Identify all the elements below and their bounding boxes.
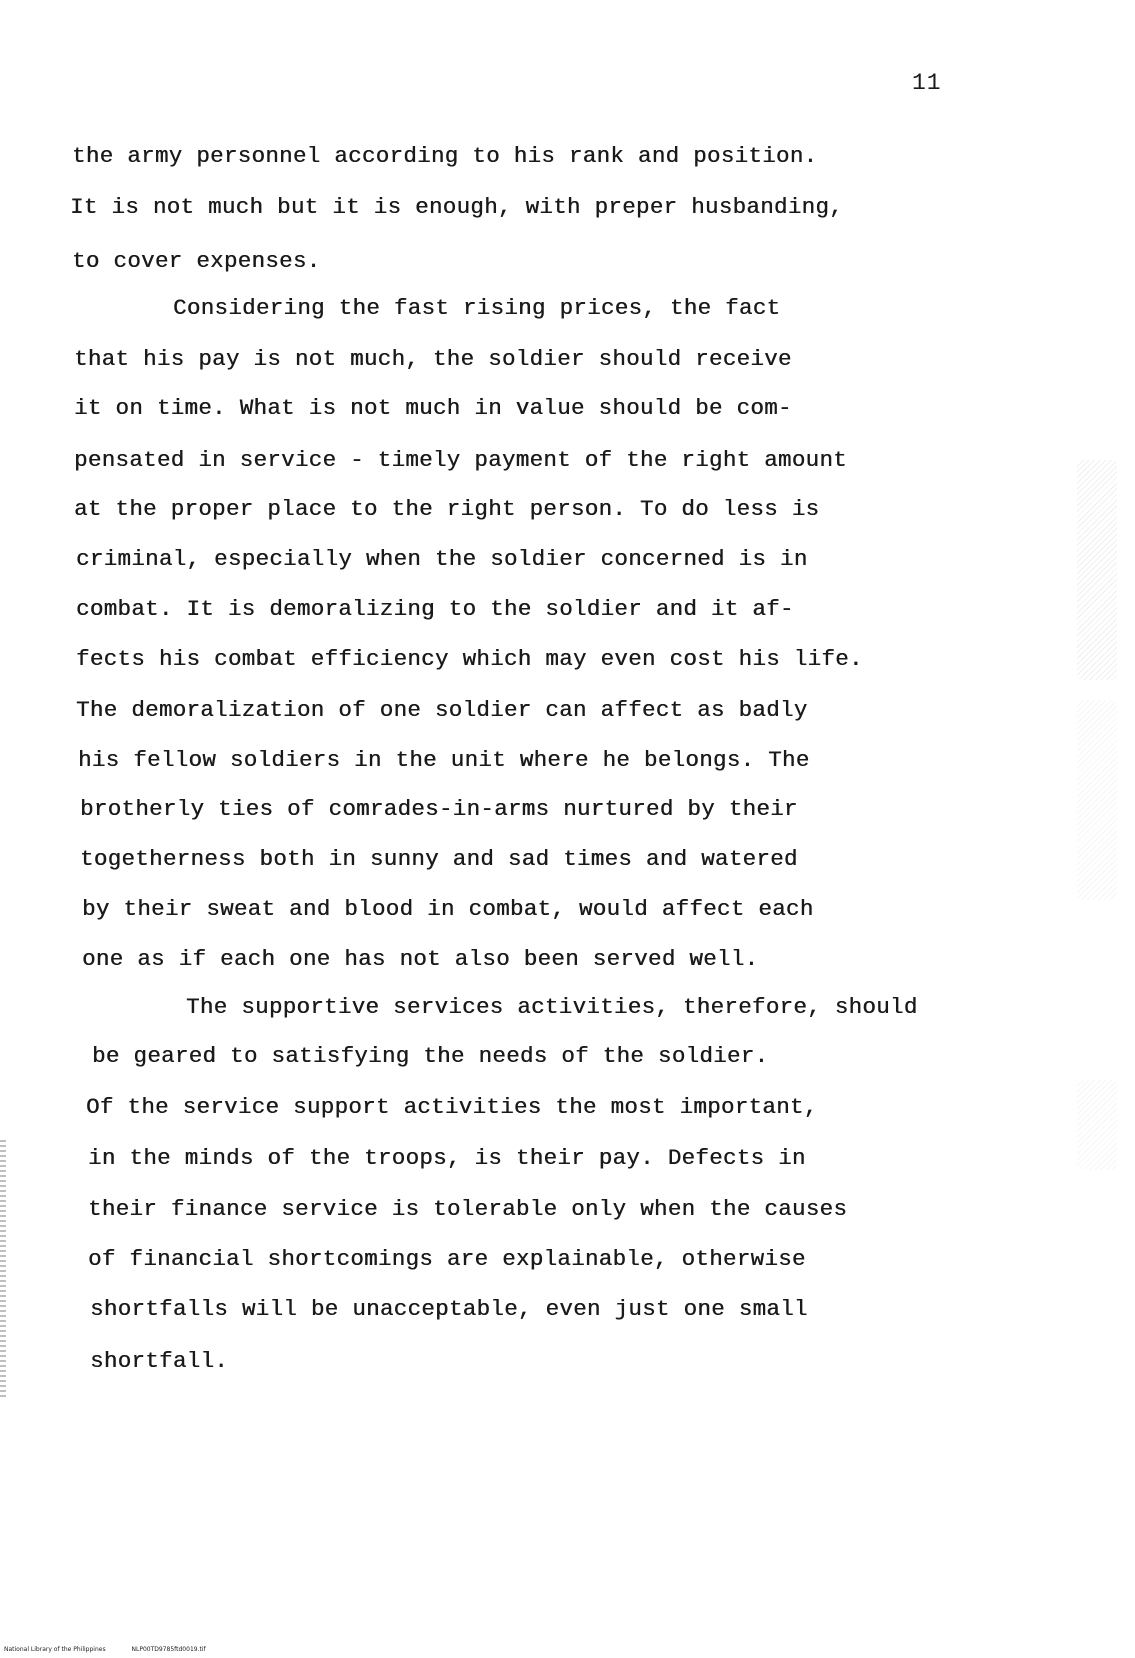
text-line: shortfalls will be unacceptable, even just one small: [90, 1296, 808, 1322]
text-line: his fellow soldiers in the unit where he belongs. The: [78, 747, 810, 773]
text-line: in the minds of the troops, is their pay. Defects in: [88, 1145, 806, 1171]
text-line: The demoralization of one soldier can affect as badly: [76, 697, 808, 723]
text-line: by their sweat and blood in combat, would affect each: [82, 896, 814, 922]
text-line: at the proper place to the right person. To do less is: [74, 496, 820, 522]
page-number: 11: [912, 70, 942, 96]
text-line: pensated in service - timely payment of the right amount: [74, 447, 847, 473]
footer-library: National Library of the Philippines: [4, 1646, 106, 1653]
text-line: criminal, especially when the soldier concerned is in: [76, 546, 808, 572]
text-line: it on time. What is not much in value should be com-: [74, 395, 792, 421]
text-line: to cover expenses.: [72, 248, 321, 274]
text-line: brotherly ties of comrades-in-arms nurtured by their: [80, 796, 798, 822]
text-line: combat. It is demoralizing to the soldier and it af-: [76, 596, 794, 622]
text-line: one as if each one has not also been served well.: [82, 946, 759, 972]
text-line: the army personnel according to his rank and position.: [72, 143, 818, 169]
scan-speckle: [1077, 1080, 1117, 1170]
text-line: togetherness both in sunny and sad times and watered: [80, 846, 798, 872]
text-line: of financial shortcomings are explainable, otherwise: [88, 1246, 806, 1272]
scan-footer: [4, 1646, 206, 1653]
scan-speckle: [1077, 460, 1117, 680]
text-line: be geared to satisfying the needs of the soldier.: [92, 1043, 769, 1069]
text-line: Of the service support activities the most important,: [86, 1094, 818, 1120]
scan-edge: [0, 1140, 6, 1400]
footer-file: NLP00TD9785ftd0019.tif: [131, 1646, 206, 1653]
text-line: that his pay is not much, the soldier should receive: [74, 346, 792, 372]
scan-speckle: [1077, 700, 1117, 900]
text-line: It is not much but it is enough, with preper husbanding,: [70, 194, 843, 220]
text-line: Considering the fast rising prices, the fact: [173, 295, 781, 321]
text-line: their finance service is tolerable only when the causes: [88, 1196, 848, 1222]
text-line: fects his combat efficiency which may even cost his life.: [76, 646, 863, 672]
text-line: The supportive services activities, therefore, should: [186, 994, 918, 1020]
text-line: shortfall.: [90, 1348, 229, 1374]
